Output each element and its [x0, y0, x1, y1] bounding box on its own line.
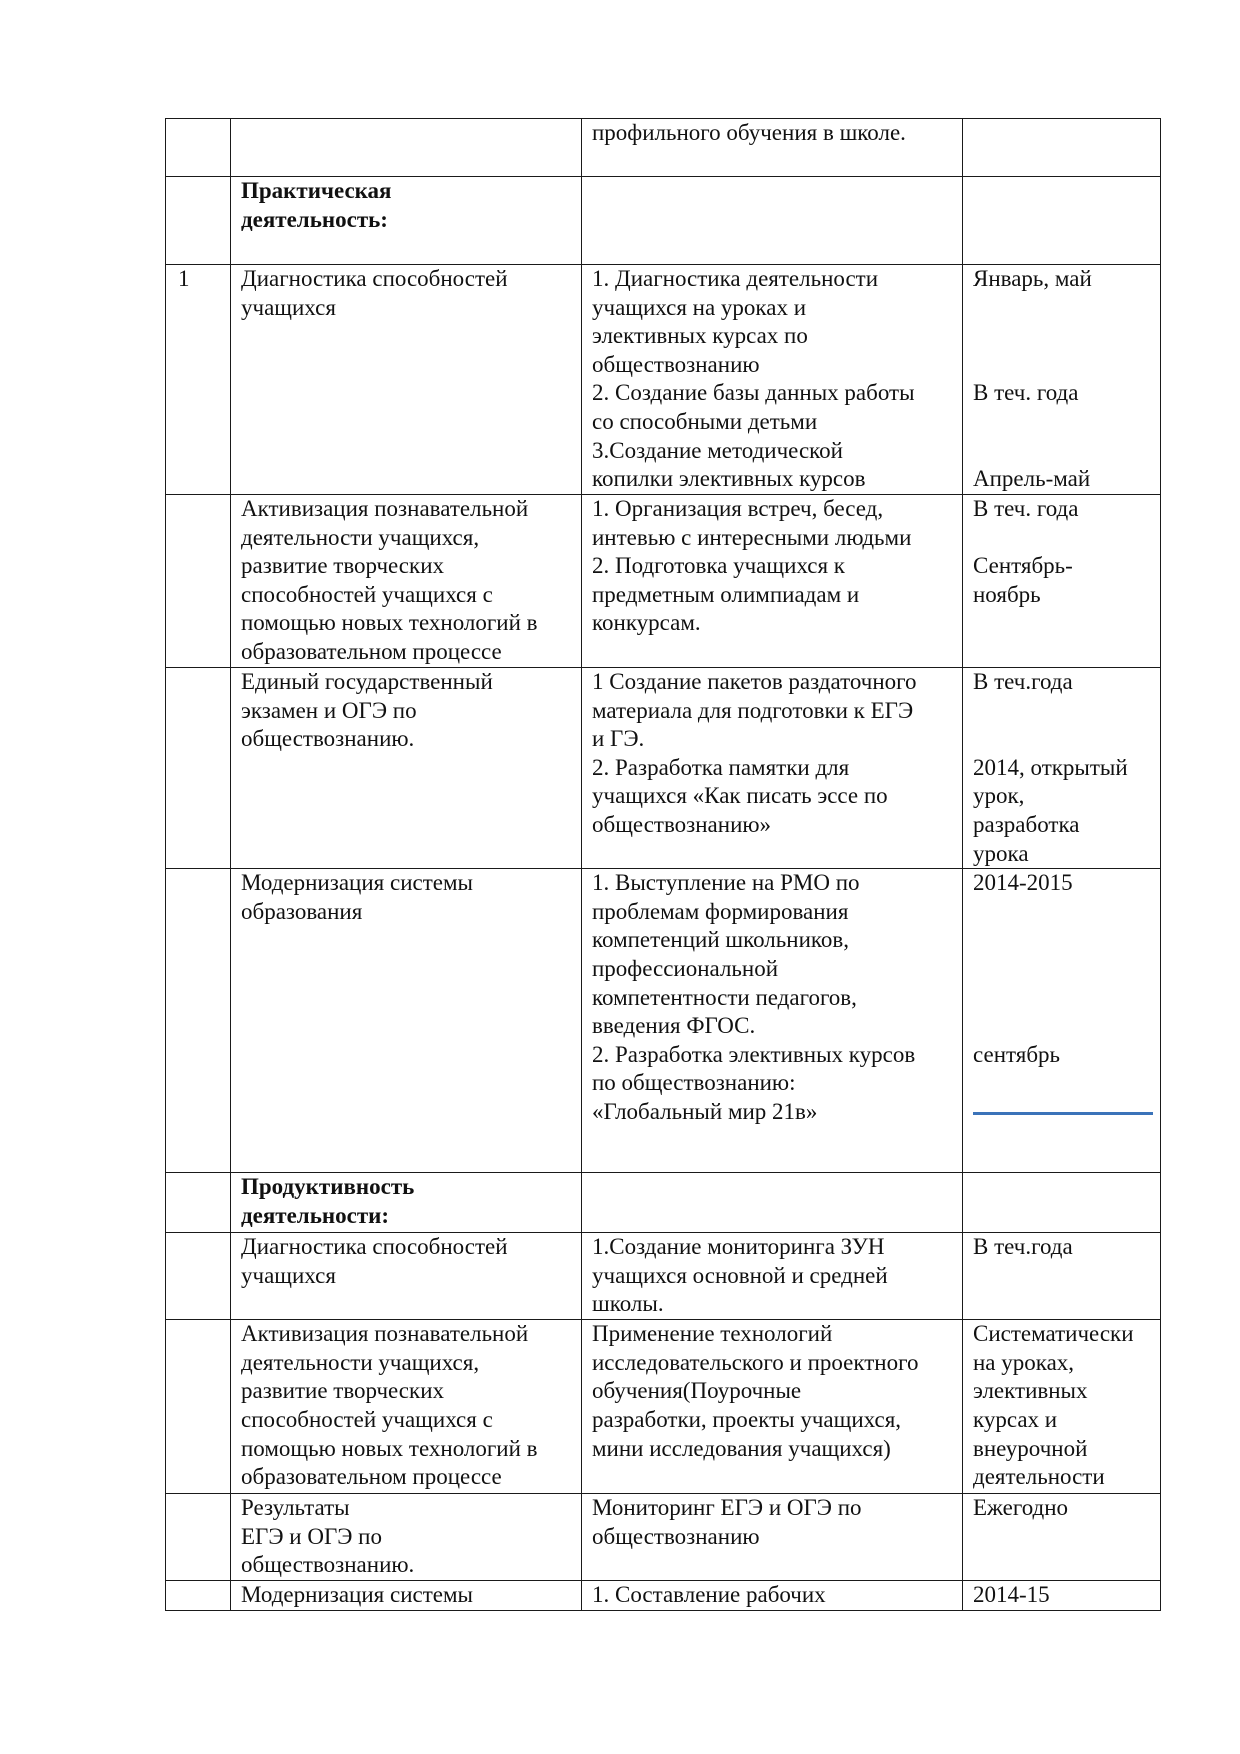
cell-deadline: 2014-15 [963, 1581, 1161, 1611]
cell-deadline: В теч.года 2014, открытый урок, разработка урока [963, 668, 1161, 869]
cell-direction [231, 119, 582, 177]
cell-number [166, 668, 231, 869]
cell-content: 1.Создание мониторинга ЗУН учащихся основной и средней школы. [582, 1233, 963, 1320]
section-title: Продуктивность деятельности: [231, 1173, 582, 1233]
cell-content: Мониторинг ЕГЭ и ОГЭ по обществознанию [582, 1494, 963, 1581]
cell-deadline [963, 1173, 1161, 1233]
cell-deadline: Январь, май В теч. года Апрель-май [963, 265, 1161, 495]
cell-number: 1 [166, 265, 231, 495]
table-row [166, 119, 1161, 177]
cell-direction: Модернизация системы [231, 1581, 582, 1611]
table-row [166, 495, 1161, 668]
table-row [166, 265, 1161, 495]
cell-direction: Единый государственный экзамен и ОГЭ по обществознанию. [231, 668, 582, 869]
cell-direction: Активизация познавательной деятельности учащихся, развитие творческих способностей учащихся с помощью новых технологий в образовательном процессе [231, 1320, 582, 1494]
section-title: Практическая деятельность: [231, 177, 582, 265]
cell-direction: Диагностика способностей учащихся [231, 1233, 582, 1320]
cell-direction: Модернизация системы образования [231, 869, 582, 1173]
cell-direction: Активизация познавательной деятельности учащихся, развитие творческих способностей учащихся с помощью новых технологий в образовательном процессе [231, 495, 582, 668]
cell-deadline: Систематически на уроках, элективных курсах и внеурочной деятельности [963, 1320, 1161, 1494]
cell-number [166, 1173, 231, 1233]
cell-direction: Диагностика способностей учащихся [231, 265, 582, 495]
blue-underline [973, 1112, 1153, 1115]
cell-deadline: В теч. года Сентябрь- ноябрь [963, 495, 1161, 668]
table-row [166, 1320, 1161, 1494]
cell-content [582, 177, 963, 265]
cell-content [582, 1173, 963, 1233]
table-row [166, 869, 1161, 1173]
table-row [166, 1494, 1161, 1581]
cell-number [166, 177, 231, 265]
cell-number [166, 869, 231, 1173]
cell-number [166, 1233, 231, 1320]
cell-content: 1. Организация встреч, бесед, интевью с интересными людьми 2. Подготовка учащихся к предметным олимпиадам и конкурсам. [582, 495, 963, 668]
section-header-row [166, 1173, 1161, 1233]
cell-direction: Результаты ЕГЭ и ОГЭ по обществознанию. [231, 1494, 582, 1581]
cell-content: профильного обучения в школе. [582, 119, 963, 177]
cell-number [166, 1581, 231, 1611]
cell-deadline: Ежегодно [963, 1494, 1161, 1581]
plan-table [165, 118, 1161, 1611]
cell-deadline [963, 177, 1161, 265]
cell-number [166, 1494, 231, 1581]
cell-content: 1. Диагностика деятельности учащихся на уроках и элективных курсах по обществознанию 2. Создание базы данных работы со способными детьми 3.Создание методической копилки элективных курсов [582, 265, 963, 495]
cell-content: 1 Создание пакетов раздаточного материала для подготовки к ЕГЭ и ГЭ. 2. Разработка памятки для учащихся «Как писать эссе по обществознанию» [582, 668, 963, 869]
cell-content: 1. Выступление на РМО по проблемам формирования компетенций школьников, профессиональной компетентности педагогов, введения ФГОС. 2. Разработка элективных курсов по обществознанию: «Глобальный мир 21в» [582, 869, 963, 1173]
cell-content: 1. Составление рабочих [582, 1581, 963, 1611]
cell-content: Применение технологий исследовательского и проектного обучения(Поурочные разработки, проекты учащихся, мини исследования учащихся) [582, 1320, 963, 1494]
table-row [166, 668, 1161, 869]
table-row [166, 1581, 1161, 1611]
cell-number [166, 495, 231, 668]
cell-deadline [963, 119, 1161, 177]
table-row [166, 1233, 1161, 1320]
section-header-row [166, 177, 1161, 265]
cell-number [166, 119, 231, 177]
cell-deadline: В теч.года [963, 1233, 1161, 1320]
cell-deadline: 2014-2015 сентябрь [963, 869, 1161, 1173]
cell-number [166, 1320, 231, 1494]
